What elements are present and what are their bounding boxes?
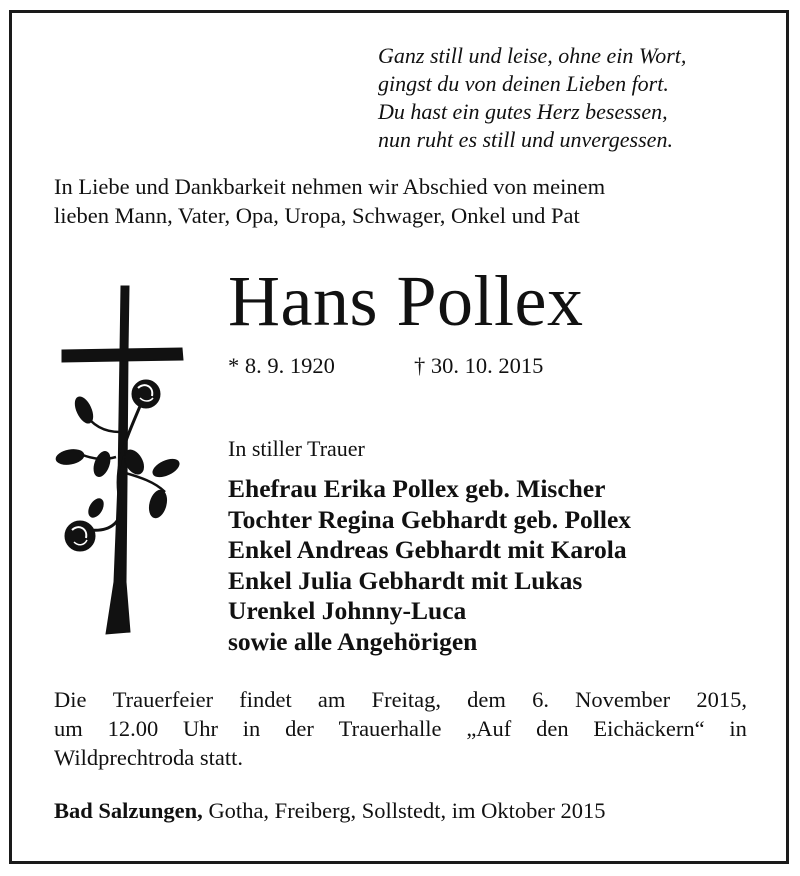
deceased-name: Hans Pollex — [228, 261, 584, 341]
mourner-name: Enkel Andreas Gebhardt mit Karola — [228, 535, 627, 565]
ceremony-word: in — [729, 716, 747, 741]
mourner-name: sowie alle Angehörigen — [228, 626, 478, 656]
ceremony-word: 6. — [532, 687, 549, 712]
ceremony-word: „Auf — [466, 716, 512, 741]
ceremony-word: Trauerhalle — [338, 716, 442, 741]
ceremony-word: Trauerfeier — [112, 687, 214, 712]
place-rest: Gotha, Freiberg, Sollstedt, im Oktober 2015 — [202, 798, 606, 823]
life-dates — [228, 352, 544, 380]
poem — [378, 42, 686, 154]
poem-line: Ganz still und leise, ohne ein Wort, — [378, 43, 687, 68]
intro-line: lieben Mann, Vater, Opa, Uropa, Schwager, Onkel und Pat — [54, 203, 580, 228]
place-and-date — [54, 796, 605, 825]
birth-date: * 8. 9. 1920 — [228, 353, 335, 378]
cross-with-rose-icon — [50, 282, 190, 642]
ceremony-word: 2015, — [696, 687, 747, 712]
ceremony-word: der — [285, 716, 314, 741]
poem-line: nun ruht es still und unvergessen. — [378, 127, 673, 152]
mourner-name: Ehefrau Erika Pollex geb. Mischer — [228, 474, 606, 503]
ceremony-text — [54, 685, 747, 772]
ceremony-line-2 — [54, 714, 747, 743]
mourner-list — [228, 474, 631, 658]
ceremony-word: Eichäckern“ — [593, 716, 705, 741]
ceremony-word: Die — [54, 687, 87, 712]
mourner-name: Enkel Julia Gebhardt mit Lukas — [228, 565, 583, 595]
poem-line: Du hast ein gutes Herz besessen, — [378, 99, 668, 124]
ceremony-word: den — [536, 716, 569, 741]
mourning-heading: In stiller Trauer — [228, 436, 365, 461]
ceremony-word: Uhr — [182, 716, 218, 741]
intro-line: In Liebe und Dankbarkeit nehmen wir Abschied von meinem — [54, 174, 606, 199]
ceremony-word: November — [575, 687, 671, 712]
ceremony-word: Freitag, — [371, 687, 441, 712]
ceremony-word: findet — [239, 687, 292, 712]
ceremony-word: in — [242, 716, 261, 741]
death-date: † 30. 10. 2015 — [414, 353, 544, 378]
ceremony-line-1 — [54, 685, 747, 714]
ceremony-word: dem — [467, 687, 506, 712]
intro-text — [54, 172, 605, 230]
poem-line: gingst du von deinen Lieben fort. — [378, 71, 669, 96]
mourner-name: Urenkel Johnny-Luca — [228, 596, 467, 626]
place-bold: Bad Salzungen, — [54, 798, 203, 823]
ceremony-word: 12.00 — [107, 716, 159, 741]
ceremony-word: am — [317, 687, 346, 712]
ceremony-line-3: Wildprechtroda statt. — [54, 745, 244, 770]
ceremony-word: um — [54, 716, 83, 741]
mourner-name: Tochter Regina Gebhardt geb. Pollex — [228, 504, 632, 534]
